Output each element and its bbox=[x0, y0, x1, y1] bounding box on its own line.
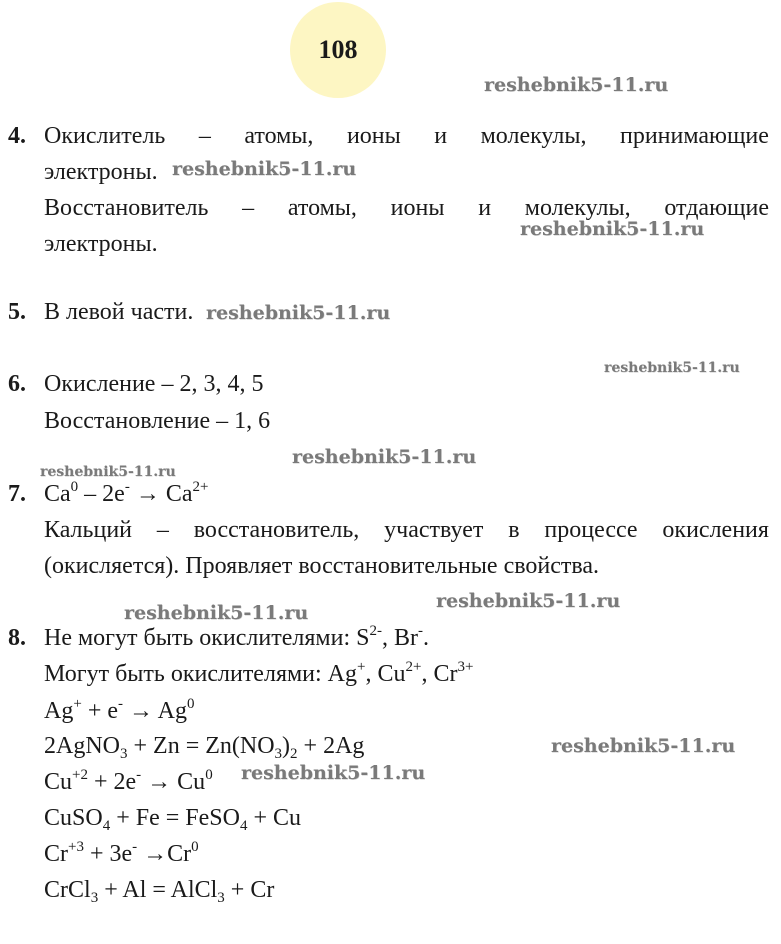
word: окисления bbox=[662, 517, 769, 543]
watermark: reshebnik5-11.ru bbox=[551, 735, 736, 757]
watermark: reshebnik5-11.ru bbox=[484, 74, 669, 96]
word: – bbox=[242, 195, 255, 221]
watermark: reshebnik5-11.ru bbox=[520, 218, 705, 240]
word: ионы bbox=[390, 195, 445, 221]
item-8-line-5: $Cu^{+2} + 2e^- \to Cu^0$ bbox=[44, 767, 213, 795]
item-6-line-2: Восстановление – 1, 6 bbox=[44, 408, 271, 434]
word: принимающие bbox=[619, 123, 769, 149]
word: молекулы, bbox=[524, 195, 631, 221]
item-7-line-2 bbox=[44, 516, 769, 544]
watermark: reshebnik5-11.ru bbox=[436, 590, 621, 612]
word: молекулы, bbox=[480, 123, 587, 149]
watermark: reshebnik5-11.ru bbox=[124, 602, 309, 624]
word: в bbox=[508, 517, 520, 543]
watermark: reshebnik5-11.ru bbox=[40, 464, 176, 480]
word: – bbox=[198, 123, 211, 149]
item-6-line-1: Окисление – 2, 3, 4, 5 bbox=[44, 371, 264, 397]
watermark: reshebnik5-11.ru bbox=[292, 446, 477, 468]
item-5-text: В левой части. bbox=[44, 299, 194, 325]
word: Кальций bbox=[44, 517, 133, 543]
word: процессе bbox=[544, 517, 638, 543]
word: – bbox=[156, 517, 169, 543]
item-8-line-8: CrCl$_3$ + Al = AlCl$_3$ + Cr bbox=[44, 877, 275, 906]
watermark: reshebnik5-11.ru bbox=[241, 762, 426, 784]
page-number-badge bbox=[290, 2, 386, 98]
item-4-line-3 bbox=[44, 194, 769, 222]
watermark: reshebnik5-11.ru bbox=[206, 302, 391, 324]
item-8-line-4: 2AgNO$_3$ + $Zn = Zn(NO_3)_2 + 2Ag$ bbox=[44, 733, 365, 762]
word: ионы bbox=[346, 123, 401, 149]
item-7-equation: $Ca^0 - 2e^- \to Ca^{2+}$ bbox=[44, 479, 209, 507]
item-8-number: 8. bbox=[8, 625, 26, 651]
item-8-line-7: $Cr^{+3} + 3e^- \to Cr^0$ bbox=[44, 839, 199, 867]
item-7-number: 7. bbox=[8, 481, 26, 507]
word: отдающие bbox=[664, 195, 769, 221]
page-number: 108 bbox=[318, 35, 358, 64]
item-4-line-2: электроны. bbox=[44, 159, 158, 185]
word: атомы, bbox=[287, 195, 357, 221]
item-4-line-4: электроны. bbox=[44, 231, 158, 257]
item-8-line-1: Не могут быть окислителями: $S^{2-}$, Br-. bbox=[44, 623, 429, 651]
item-5-number: 5. bbox=[8, 299, 26, 325]
word: атомы, bbox=[244, 123, 314, 149]
word: восстановитель, bbox=[193, 517, 360, 543]
item-8-line-6: CuSO$_4$ + Fe = FeSO$_4$ + Cu bbox=[44, 805, 301, 834]
word: Окислитель bbox=[44, 123, 166, 149]
watermark: reshebnik5-11.ru bbox=[604, 360, 740, 376]
item-4-number: 4. bbox=[8, 123, 26, 149]
item-7-line-3: (окисляется). Проявляет восстановительные свойства. bbox=[44, 553, 600, 579]
item-4-line-1 bbox=[44, 122, 769, 150]
watermark: reshebnik5-11.ru bbox=[172, 158, 357, 180]
item-8-line-3: $Ag^+ + e^- \to Ag^0$ bbox=[44, 696, 195, 724]
item-6-number: 6. bbox=[8, 371, 26, 397]
item-8-line-2: Могут быть окислителями: Ag+, $Cu^{2+}$, $Cr^{3+}$ bbox=[44, 659, 474, 687]
word: Восстановитель bbox=[44, 195, 209, 221]
word: участвует bbox=[384, 517, 484, 543]
word: и bbox=[434, 123, 448, 149]
word: и bbox=[478, 195, 492, 221]
